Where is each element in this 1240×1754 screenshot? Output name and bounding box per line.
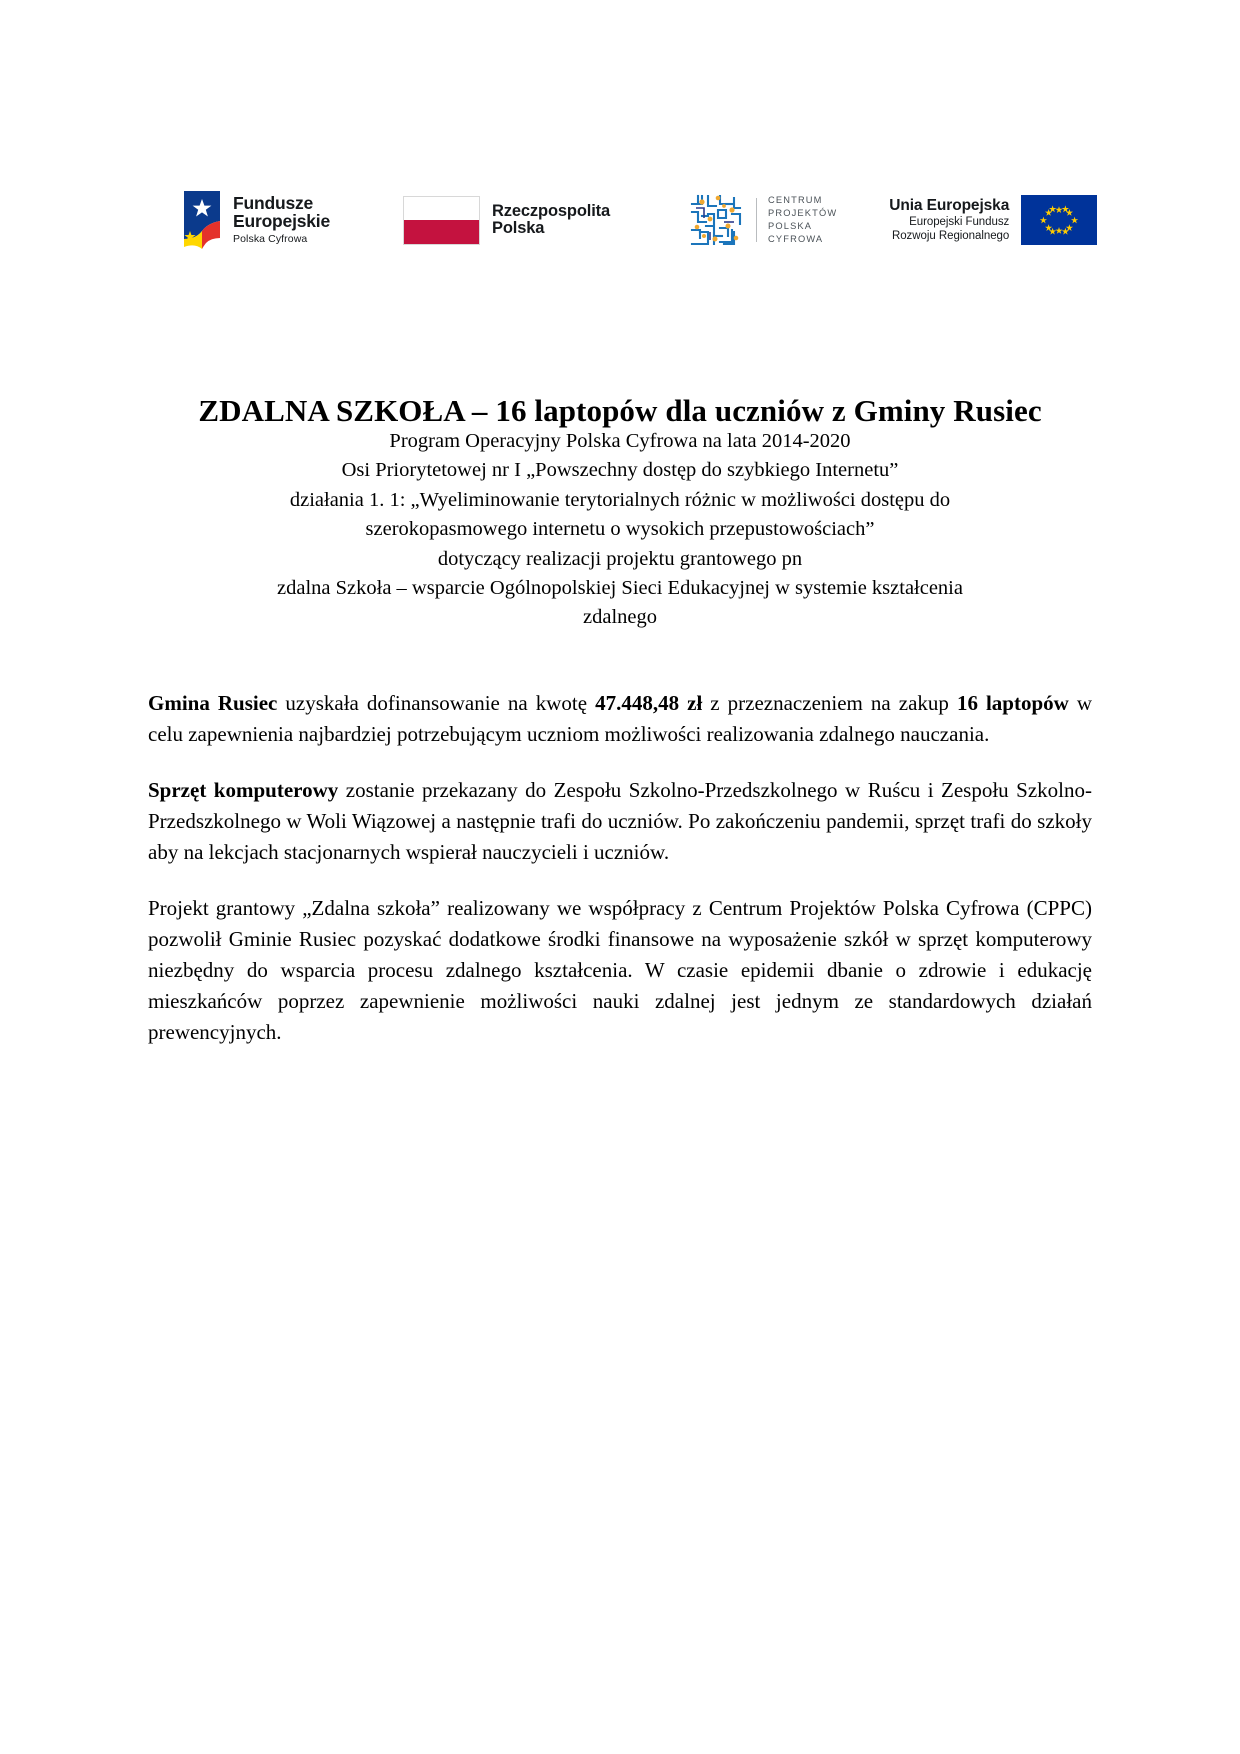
emphasis-text: Gmina Rusiec [148,691,278,715]
logo-fundusze-europejskie [182,182,330,258]
emphasis-text: 47.448,48 zł [595,691,703,715]
paragraph-projekt-grantowy [148,893,1092,1048]
rzeczpospolita-polska-label [492,203,610,238]
ue-line-3: Rozwoju Regionalnego [891,230,1010,243]
fe-line-3: Polska Cyfrowa [233,232,308,245]
body-text: zostanie przekazany do Zespołu Szkolno-Przedszkolnego w Ruścu i Zespołu Szkolno-Przedszkolnego w Woli Wiązowej a następnie trafi do uczniów. Po zakończeniu pandemii, sprzęt trafi do szkoły aby na lekcjach stacjonarnych wspierał nauczycieli i uczniów. [148,778,1092,864]
fe-line-2: Europejskie [233,211,331,232]
cppc-circuit-maze-icon [688,192,744,248]
subtitle-line-5: dotyczący realizacji projektu grantowego pn [437,547,803,570]
body-text: Projekt grantowy „Zdalna szkoła” realizowany we współpracy z Centrum Projektów Polska Cyfrowa (CPPC) pozwolił Gminie Rusiec pozyskać dodatkowe środki finansowe na wyposażenie szkół w sprzęt komputerowy niezbędny do wsparcia procesu zdalnego kształcenia. W czasie epidemii dbanie o zdrowie i edukację mieszkańców poprzez zapewnienie możliwości nauki zdalnej jest jednym ze standardowych działań prewencyjnych. [148,896,1092,1044]
ue-line-2: Europejski Fundusz [909,216,1010,229]
page-title: ZDALNA SZKOŁA – 16 laptopów dla uczniów z Gminy Rusiec [198,392,1042,428]
eu-flag-icon [1021,195,1097,245]
funding-logo-bar [178,182,1108,258]
subtitle-line-1: Program Operacyjny Polska Cyfrowa na lata 2014-2020 [389,430,851,452]
fe-line-1: Fundusze [233,193,314,214]
subtitle-line-7: zdalnego [583,606,657,629]
emphasis-text: 16 laptopów [956,691,1069,715]
body-text: uzyskała dofinansowanie na kwotę [277,691,596,715]
cppc-line-1: CENTRUM [768,194,823,205]
logo-rzeczpospolita-polska [403,182,610,258]
emphasis-text: Sprzęt komputerowy [148,778,339,802]
paragraph-sprzet [148,775,1092,868]
flag-stripe-white [404,197,479,221]
cppc-divider [756,198,757,242]
subtitle-line-6: zdalna Szkoła – wsparcie Ogólnopolskiej Sieci Edukacyjnej w systemie kształcenia [277,577,963,600]
subtitle-line-3: działania 1. 1: „Wyeliminowanie terytorialnych różnic w możliwości dostępu do [289,488,951,511]
cppc-line-2: PROJEKTÓW [768,207,838,218]
body-text: z przeznaczeniem na zakup [702,691,957,715]
paragraph-dofinansowanie [148,688,1092,750]
body-text: w celu zapewnienia najbardziej potrzebującym uczniom możliwości realizowania zdalnego nauczania. [148,691,1093,746]
rp-line-2: Polska [492,219,545,237]
cppc-label [768,194,837,247]
logo-cppc [688,182,837,258]
document-body [148,688,1092,1048]
subtitle-line-2: Osi Priorytetowej nr I „Powszechny dostęp do szybkiego Internetu” [341,459,899,482]
logo-unia-europejska [889,182,1097,258]
program-subtitle-block [0,427,1240,633]
polish-flag-icon [403,196,480,245]
unia-europejska-label [889,197,1009,244]
fundusze-europejskie-star-mark [182,191,222,249]
subtitle-line-4: szerokopasmowego internetu o wysokich przepustowościach” [365,518,875,541]
rp-line-1: Rzeczpospolita [492,201,611,220]
fundusze-europejskie-label [233,195,330,244]
ue-line-1: Unia Europejska [889,196,1010,214]
flag-stripe-red [404,220,479,244]
cppc-line-3: POLSKA [768,221,813,231]
cppc-line-4: CYFROWA [768,234,824,245]
